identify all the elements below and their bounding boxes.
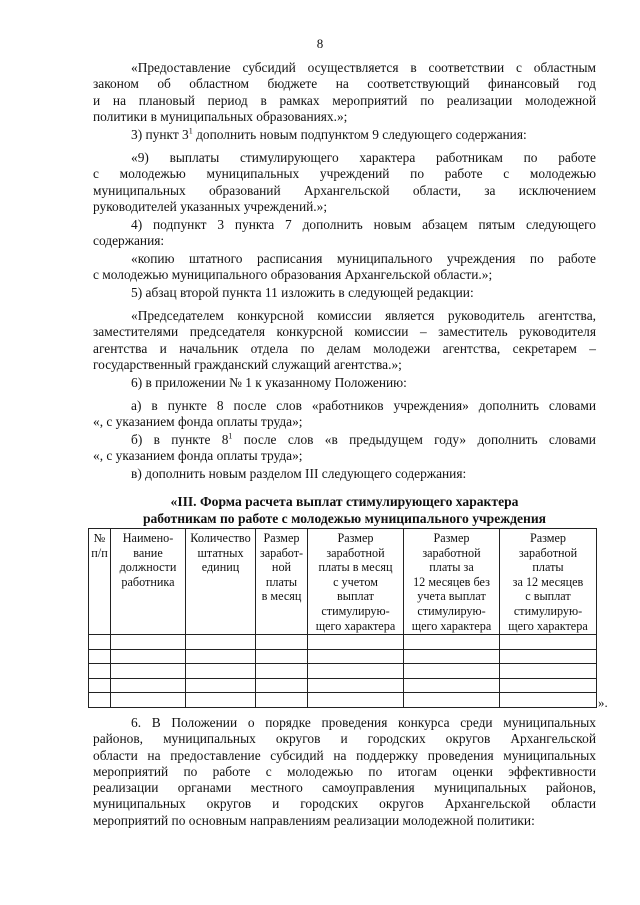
text-line: муниципальных округов и городских округов Архангельской области [93,796,596,812]
paragraph-3 [93,150,596,215]
paragraph-1 [93,60,596,125]
text-line [93,432,596,448]
column-header-line: выплат [337,589,374,604]
column-header-line: платы в месяц [318,560,393,575]
column-header-line: единиц [201,560,240,575]
paragraph-8 [93,375,596,391]
table-cell [404,635,500,650]
table-cell [308,693,404,708]
column-header-line: заработной [518,545,578,560]
table-cell [111,635,186,650]
table-row [89,635,597,650]
table-cell [500,664,597,679]
table-row [89,649,597,664]
text-line: в) дополнить новым разделом III следующего содержания: [131,466,467,481]
column-header-line: учета выплат [417,589,486,604]
table-cell [404,649,500,664]
column-header [89,529,111,635]
table-cell [89,664,111,679]
table-cell [500,635,597,650]
table-cell [89,649,111,664]
table-cell [186,693,256,708]
column-header-line: платы [532,560,564,575]
column-header-line: платы за [429,560,474,575]
text-line: муниципальных образований Архангельской области, за исключением [93,182,596,198]
heading-line: работникам по работе с молодежью муниципального учреждения [142,511,547,526]
text-line: а) в пункте 8 после слов «работников учреждения» дополнить словами [131,398,596,413]
table-cell [404,664,500,679]
text-line: политики в муниципальных образованиях.»; [93,108,348,124]
text-line: мероприятий по работе с молодежью по итогам оценки эффективности [93,763,596,779]
column-header-line: щего характера [508,618,588,633]
column-header-line: за 12 месяцев [512,574,584,589]
column-header [186,529,256,635]
paragraph-9 [93,398,596,431]
column-header-line: платы [265,574,298,589]
column-header-line: ной [271,560,292,575]
table-cell [404,678,500,693]
column-header-line: Размер [433,531,470,545]
column-header-line: стимулирую- [513,603,583,618]
table-cell [256,635,308,650]
column-header [111,529,186,635]
table-cell [89,693,111,708]
table-row [89,693,597,708]
column-header-line: вание [133,545,163,560]
column-header-line: щего характера [411,618,492,633]
column-header-line: заработной [326,545,385,560]
text-line: «, с указанием фонда оплаты труда»; [93,414,303,430]
table-header-row [89,529,597,635]
table-cell [89,678,111,693]
text-line: районов, муниципальных округов и городских округов Архангельской [93,731,596,747]
column-header-line: стимулирую- [417,603,486,618]
column-header-line: заработ- [259,545,304,560]
heading-line: «III. Форма расчета выплат стимулирующего характера [170,494,519,509]
column-header-line: Размер [529,531,567,545]
text-line: «Предоставление субсидий осуществляется в соответствии с областным [131,60,596,75]
closing-mark: ». [598,695,608,710]
column-header-line: № [93,531,106,545]
table-cell [308,664,404,679]
text-line: 4) подпункт 3 пункта 7 дополнить новым абзацем пятым следующего [131,217,596,232]
table-cell [186,678,256,693]
table-row [89,664,597,679]
table-cell [186,635,256,650]
table-cell [308,635,404,650]
column-header [308,529,404,635]
page-number: 8 [316,36,324,51]
table-cell [500,649,597,664]
paragraph-11 [93,466,596,482]
table-cell [308,649,404,664]
text-line: 6. В Положении о порядке проведения конкурса среди муниципальных [131,715,596,730]
column-header-line: Размер [337,531,374,545]
table-cell [89,635,111,650]
text-fragment: после слов «в предыдущем году» дополнить словами [232,432,596,447]
text-line: агентства и начальник отдела по делам молодежи агентства, секретарем – [93,340,596,356]
column-header-line: работника [121,574,175,589]
paragraph-4 [93,217,596,250]
column-header-line: Размер [263,531,300,545]
text-line: с молодежью муниципального образования Архангельской области.»; [93,267,493,283]
superscript: 1 [188,126,193,136]
paragraph-bottom [93,715,596,829]
section-heading [93,493,596,527]
table-cell [111,678,186,693]
text-line: области на предоставление субсидий на поддержку проведения муниципальных [93,747,596,763]
column-header [256,529,308,635]
text-line: «, с указанием фонда оплаты труда»; [93,448,303,464]
column-header [404,529,500,635]
table-cell [111,693,186,708]
column-header-line: п/п [91,545,108,560]
table-cell [404,693,500,708]
text-line: содержания: [93,233,165,249]
table-cell [111,664,186,679]
table-cell [256,664,308,679]
column-header-line: щего характера [315,618,396,633]
text-line: руководителей указанных учреждений.»; [93,198,328,214]
table-cell [308,678,404,693]
text-line: 5) абзац второй пункта 11 изложить в следующей редакции: [131,285,474,300]
paragraph-5 [93,251,596,284]
column-header-line: с выплат [525,589,571,604]
column-header-line: штатных [197,545,244,560]
table-row [89,678,597,693]
table-cell [256,693,308,708]
paragraph-10 [93,432,596,465]
table-cell [186,649,256,664]
table-cell [186,664,256,679]
paragraph-7 [93,308,596,373]
text-line: и на плановый период в рамках мероприятий по реализации молодежной [93,92,596,108]
text-fragment: 3) пункт 3 [131,127,189,142]
text-fragment: дополнить новым подпунктом 9 следующего содержания: [192,127,527,142]
calculation-form-table [88,528,597,708]
table-cell [111,649,186,664]
column-header [500,529,597,635]
column-header-line: в месяц [261,589,302,604]
column-header-line: заработной [422,545,481,560]
column-header-line: 12 месяцев без [413,574,490,589]
text-line: заместителями председателя конкурсной комиссии – заместитель руководителя [93,324,596,340]
table-cell [256,649,308,664]
text-line: законом об областном бюджете на соответствующий финансовый год [93,76,596,92]
text-fragment: б) в пункте 8 [131,432,229,447]
table-cell [500,693,597,708]
text-line: 6) в приложении № 1 к указанному Положению: [131,375,407,390]
text-line: мероприятий по основным направлениям реализации молодежной политики: [93,812,535,828]
column-header-line: должности [119,560,177,575]
column-header-line: стимулирую- [321,603,390,618]
table-cell [256,678,308,693]
column-header-line: Количество [190,531,251,545]
table-body [89,635,597,708]
text-line: государственный гражданский служащий агентства.»; [93,356,402,372]
column-header-line: Наимено- [122,531,174,545]
table-cell [500,678,597,693]
paragraph-6 [93,285,596,301]
text-line: «9) выплаты стимулирующего характера работникам по работе [131,150,596,165]
paragraph-2 [93,127,596,143]
text-line: «копию штатного расписания муниципального учреждения по работе [131,251,596,266]
text-line: реализации органами местного самоуправления муниципальных районов, [93,780,596,796]
text-line [93,127,596,143]
text-line: с молодежью муниципальных учреждений по работе с молодежью [93,166,596,182]
text-line: «Председателем конкурсной комиссии является руководитель агентства, [131,308,596,323]
superscript: 1 [228,431,233,441]
column-header-line: с учетом [333,574,378,589]
